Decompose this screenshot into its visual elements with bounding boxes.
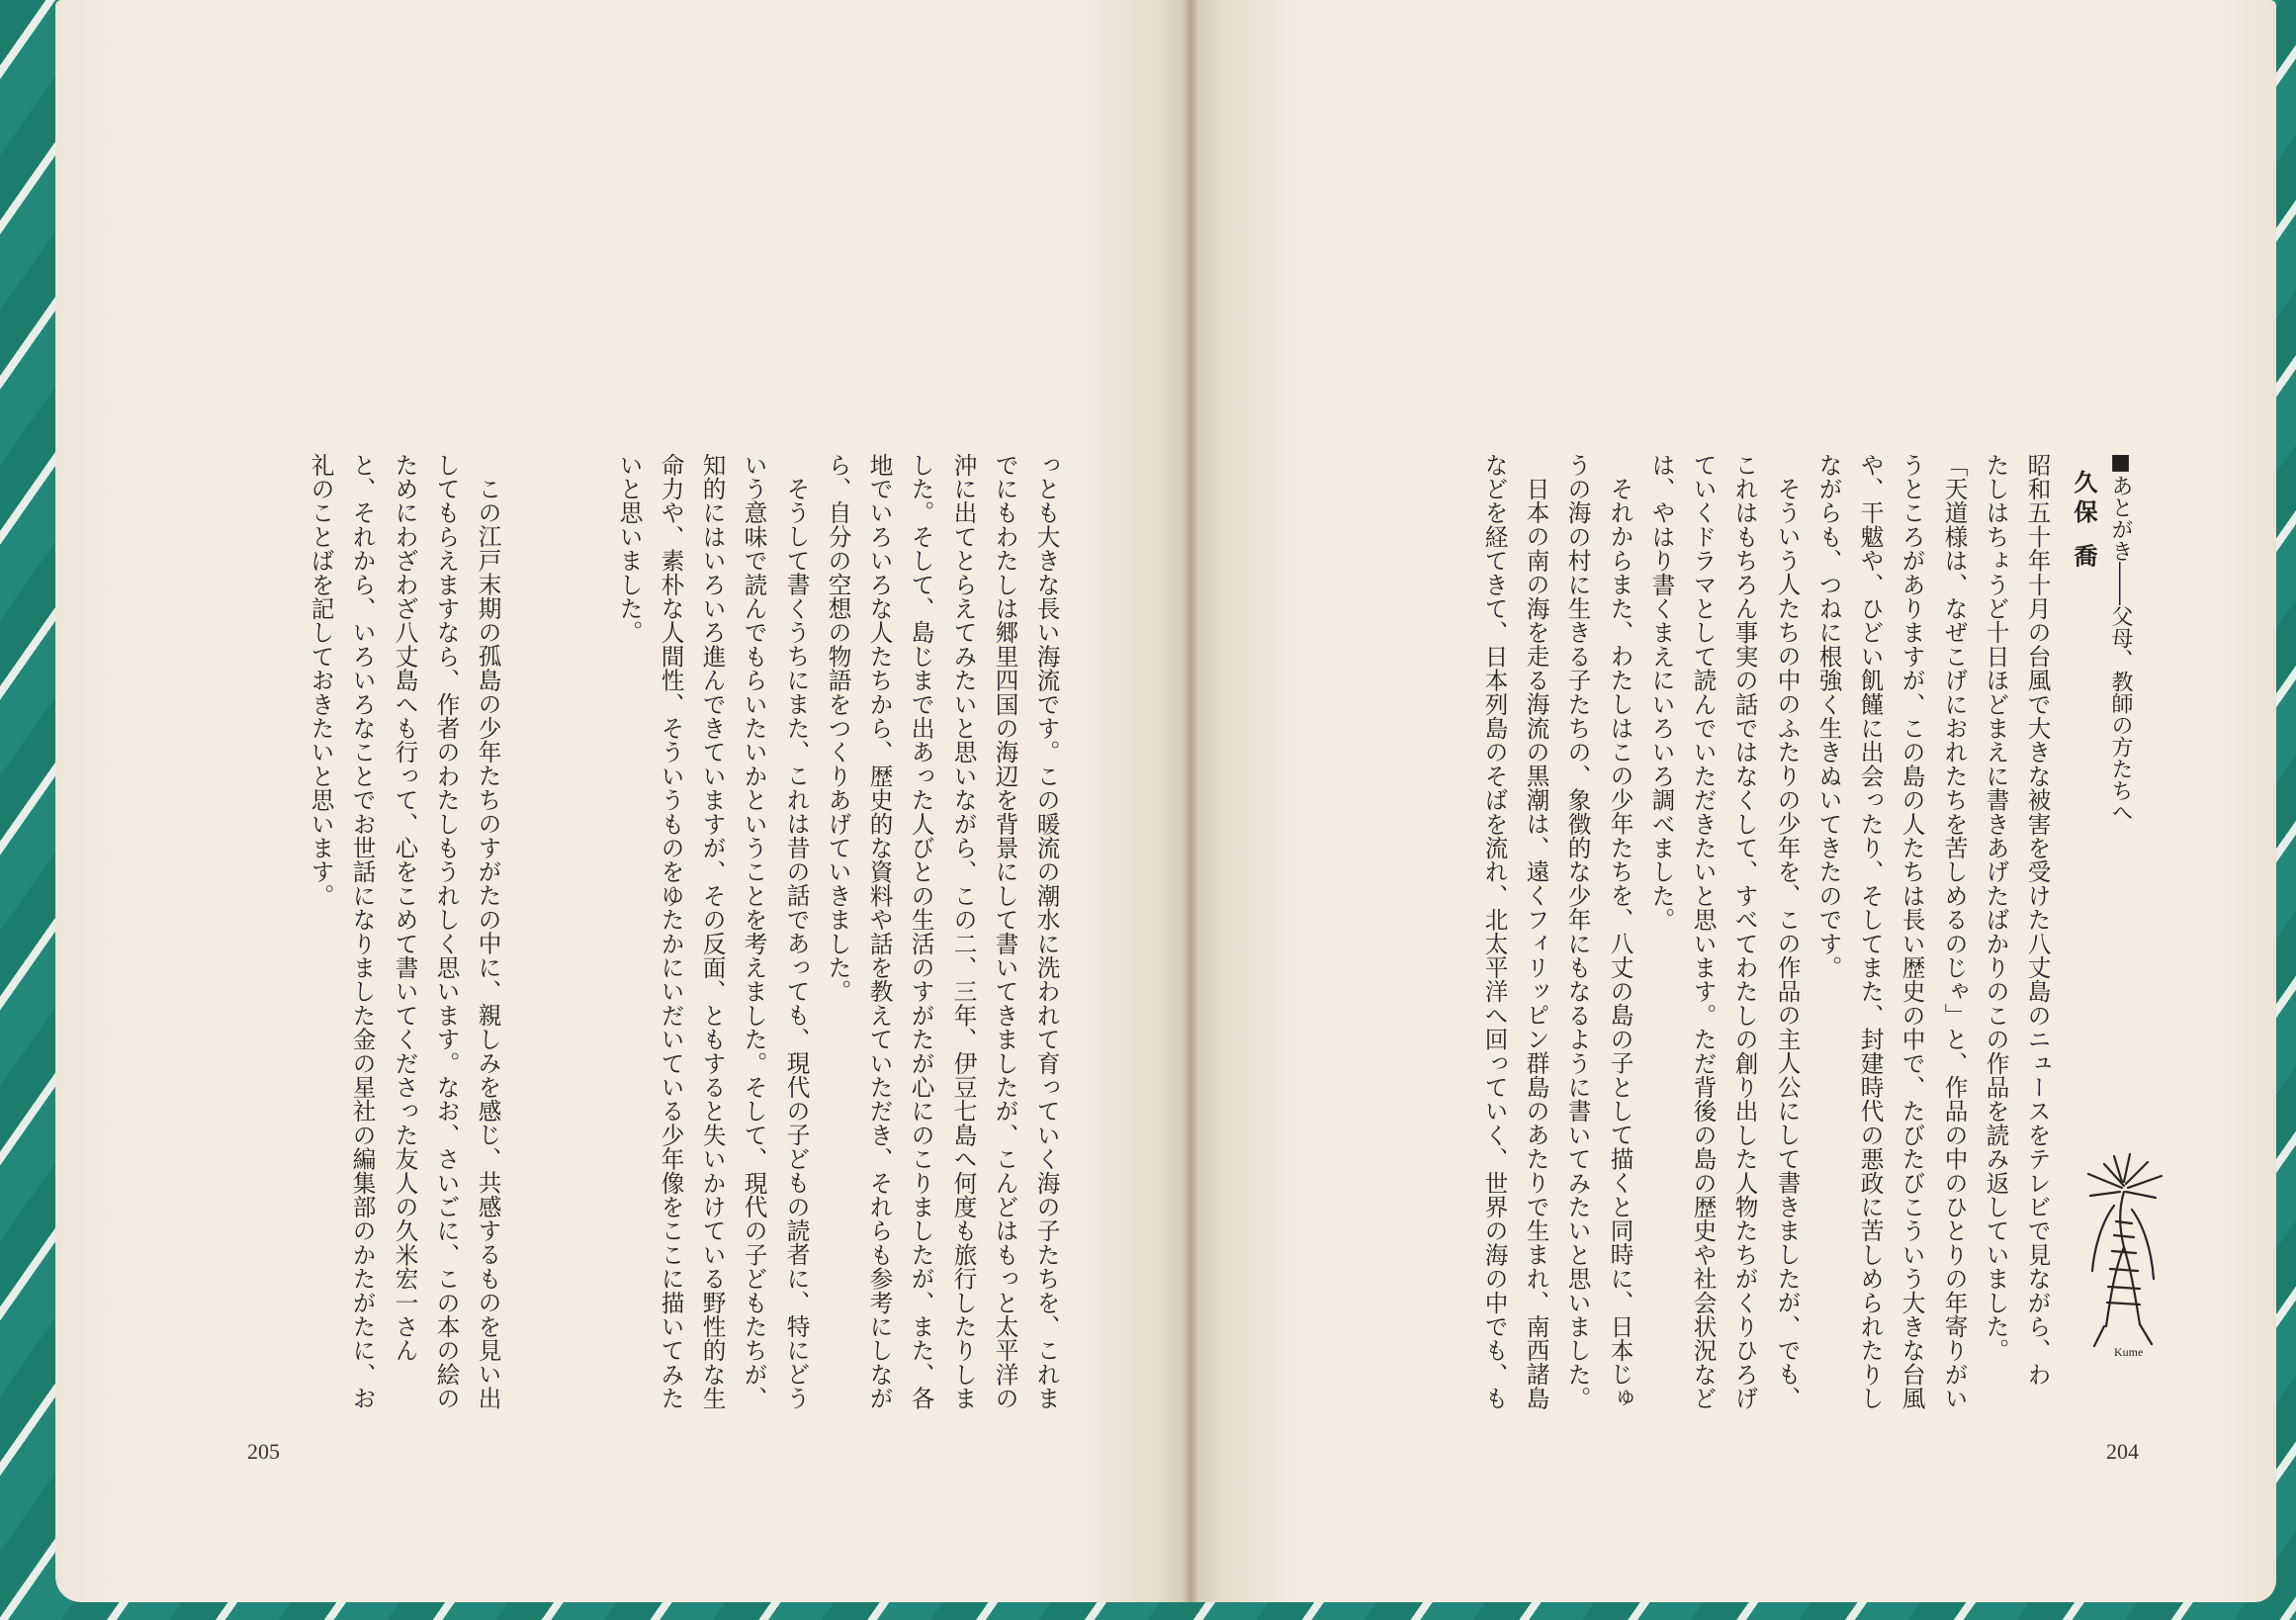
text-column: これはもちろん事実の話ではなくして、すべてわたしの創り出した人物たちがくりひろげ: [1730, 453, 1759, 1410]
text-column: した。そして、島じまで出あった人びとの生活のすがたが心にのこりましたが、また、各: [907, 453, 935, 1410]
book-gutter: [1183, 0, 1198, 1602]
author-name: 久保 喬: [2070, 470, 2098, 574]
text-column: や、干魃や、ひどい飢饉に出会ったり、そしてまた、封建時代の悪政に苦しめられたりし: [1856, 453, 1885, 1410]
text-column: 命力や、素朴な人間性、そういうものをゆたかにいだいている少年像をここに描いてみた: [657, 453, 685, 1410]
text-column: うの海の村に生きる子たちの、象徴的な少年にもなるように書いてみたいと思いました。: [1563, 453, 1592, 1410]
page-number-left: 205: [247, 1439, 280, 1464]
text-column: たしはちょうど十日ほどまえに書きあげたばかりのこの作品を読み返していました。: [1982, 453, 2010, 1363]
text-column: などを経てきて、日本列島のそばを流れ、北太平洋へ回っていく、世界の海の中でも、も: [1480, 453, 1509, 1410]
text-column: 「天道様は、なぜこげにおれたちを苦しめるのじゃ」と、作品の中のひとりの年寄りがい: [1940, 453, 1969, 1410]
text-column: 日本の南の海を走る海流の黒潮は、遠くフィリッピン群島のあたりで生まれ、南西諸島: [1522, 477, 1550, 1410]
text-column: してもらえますなら、作者のわたしもうれしく思います。なお、さいごに、この本の絵の: [432, 453, 461, 1410]
text-column: 沖に出てとらえてみたいと思いながら、この二、三年、伊豆七島へ何度も旅行したりしま: [949, 453, 978, 1410]
text-column: 昭和五十年十月の台風で大きな被害を受けた八丈島のニュースをテレビで見ながら、わ: [2023, 453, 2052, 1387]
text-column: いう意味で読んでもらいたいかということを考えました。そして、現代の子どもたちが、: [740, 453, 768, 1410]
text-column: は、やはり書くまえにいろいろ調べました。: [1647, 453, 1676, 932]
text-column: っとも大きな長い海流です。この暖流の潮水に洗われて育っていく海の子たちを、これま: [1032, 453, 1061, 1410]
illustration-signature: Kume: [2114, 1345, 2144, 1359]
text-column: 地でいろいろな人たちから、歴史的な資料や話を教えていただき、それらも参考にしなが: [865, 453, 894, 1410]
text-column: と、それから、いろいろなことでお世話になりました金の星社の編集部のかたがたに、お: [348, 453, 377, 1410]
text-column: 知的にはいろいろ進んできていますが、その反面、ともすると失いかけている野性的な生: [698, 453, 727, 1410]
text-column: でにもわたしは郷里四国の海辺を背景にして書いてきましたが、こんどはもっと太平洋の: [991, 453, 1019, 1410]
text-column: それからまた、わたしはこの少年たちを、八丈の島の子として描くと同時に、日本じゅ: [1606, 477, 1634, 1410]
text-column: ていくドラマとして読んでいただきたいと思います。ただ背後の島の歴史や社会状況など: [1689, 453, 1718, 1410]
left-page: [55, 0, 1191, 1602]
afterword-heading: ■あとがき――父母、教師の方たちへ: [2108, 450, 2133, 823]
text-column: この江戸末期の孤島の少年たちのすがたの中に、親しみを感じ、共感するものを見い出: [474, 477, 502, 1410]
text-column: うところがありますが、この島の人たちは長い歴史の中で、たびたびこういう大きな台風: [1898, 453, 1926, 1410]
text-column: いと思いました。: [615, 453, 644, 645]
text-column: ら、自分の空想の物語をつくりあげていきました。: [824, 453, 852, 1004]
text-column: そうして書くうちにまた、これは昔の話であっても、現代の子どもの読者に、特にどう: [782, 477, 811, 1410]
text-column: ためにわざわざ八丈島へも行って、心をこめて書いてくださった友人の久米宏一さん: [391, 453, 419, 1363]
text-column: ながらも、つねに根強く生きぬいてきたのです。: [1814, 453, 1843, 980]
ink-sketch-illustration: [2075, 1152, 2169, 1390]
page-number-right: 204: [2106, 1439, 2139, 1464]
text-column: 礼のことばを記しておきたいと思います。: [307, 453, 335, 908]
text-column: そういう人たちの中のふたりの少年を、この作品の主人公にして書きましたが、でも、: [1773, 477, 1802, 1410]
